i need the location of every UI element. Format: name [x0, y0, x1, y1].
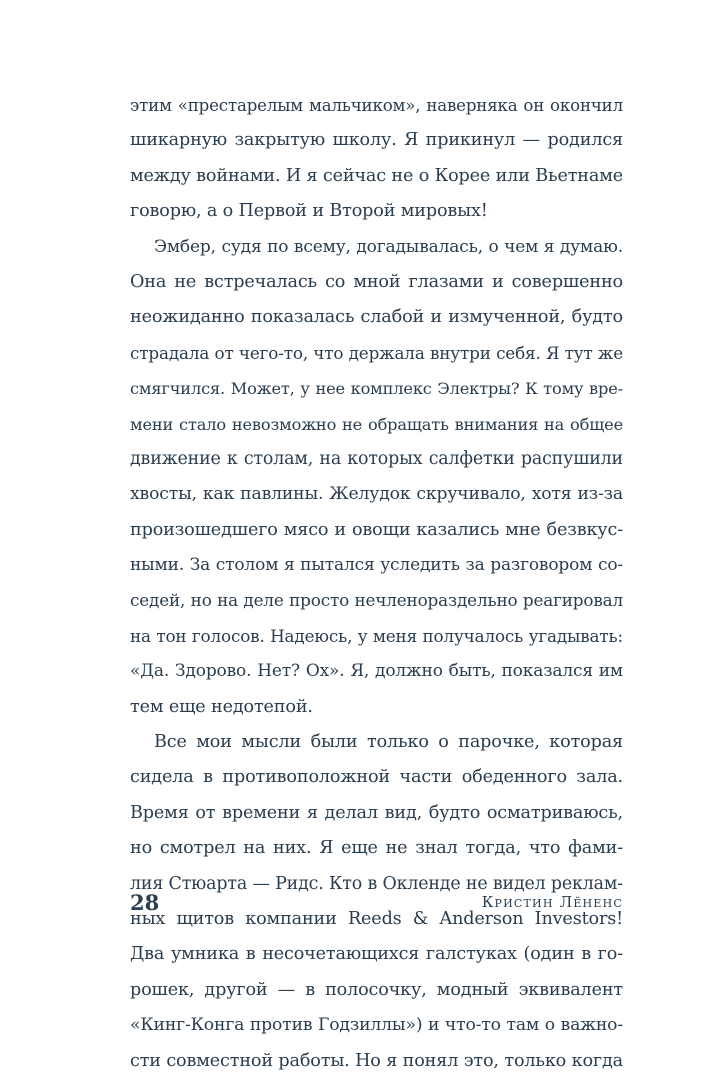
text-line: движение к столам, на которых салфетки распушили	[130, 448, 623, 469]
text-line: хвосты, как павлины. Желудок скручивало, хотя из-за	[130, 484, 623, 505]
text-line: «Кинг-Конга против Годзиллы») и что-то там о важно-	[130, 1015, 623, 1036]
text-line: между войнами. И я сейчас не о Корее или Вьетнаме	[130, 165, 623, 186]
text-line: рошек, другой — в полосочку, модный эквивалент	[130, 979, 623, 1000]
text-line: говорю, а о Первой и Второй мировых!	[130, 201, 488, 222]
text-line: страдала от чего-то, что держала внутри себя. Я тут же	[130, 342, 623, 363]
running-head-author: Кристин Лёненс	[481, 893, 623, 911]
text-line: сидела в противоположной части обеденного зала.	[130, 767, 623, 788]
text-line: произошедшего мясо и овощи казались мне безвкус-	[130, 519, 623, 540]
paragraph-first-line: Все мои мысли были только о парочке, которая	[154, 732, 623, 753]
text-line: тем еще недотепой.	[130, 696, 313, 717]
text-line: ных щитов компании Reeds & Anderson Investors!	[130, 908, 623, 929]
text-line: седей, но на деле просто нечленораздельно реагировал	[130, 590, 623, 611]
text-line: на тон голосов. Надеюсь, у меня получалось угадывать:	[130, 625, 623, 646]
text-line: Время от времени я делал вид, будто осматриваюсь,	[130, 802, 623, 823]
paragraph-first-line: Эмбер, судя по всему, догадывалась, о чем я думаю.	[154, 236, 623, 257]
text-line: Два умника в несочетающихся галстуках (один в го-	[130, 944, 623, 965]
text-line: шикарную закрытую школу. Я прикинул — родился	[130, 130, 623, 151]
page-footer	[130, 890, 623, 920]
text-line: лия Стюарта — Ридс. Кто в Окленде не видел реклам-	[130, 873, 623, 894]
text-line: мени стало невозможно не обращать внимания на общее	[130, 414, 623, 434]
text-line: ными. За столом я пытался уследить за разговором со-	[130, 555, 623, 576]
text-line: но смотрел на них. Я еще не знал тогда, что фами-	[130, 838, 623, 859]
text-line: этим «престарелым мальчиком», наверняка он окончил	[130, 96, 623, 115]
text-line: «Да. Здорово. Нет? Ох». Я, должно быть, показался им	[130, 661, 623, 682]
text-line: смягчился. Может, у нее комплекс Электры? К тому вре-	[130, 379, 623, 399]
text-line: Она не встречалась со мной глазами и совершенно	[130, 271, 623, 292]
body-text	[130, 88, 623, 1079]
page-number: 28	[130, 890, 160, 915]
text-line: сти совместной работы. Но я понял это, только когда	[130, 1050, 623, 1071]
text-line: неожиданно показалась слабой и измученной, будто	[130, 307, 623, 328]
